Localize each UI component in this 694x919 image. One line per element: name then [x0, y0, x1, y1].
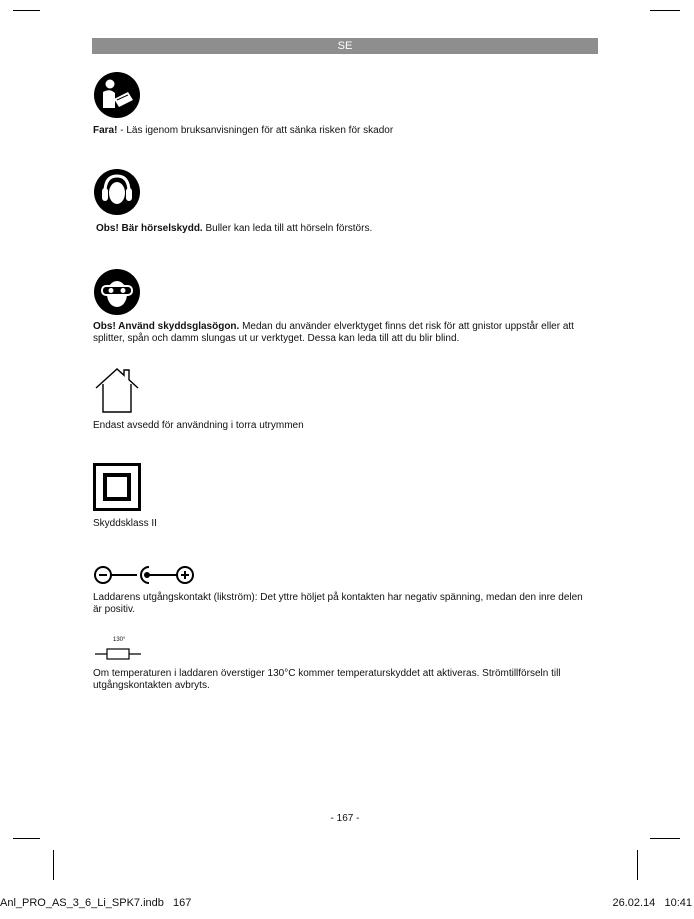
crop-mark: [13, 838, 40, 839]
indoor-use-icon: [93, 366, 141, 414]
fuse-temperature-label: 130°: [113, 637, 126, 643]
crop-mark: [13, 10, 40, 11]
section-text: Obs! Bär hörselskydd. Buller kan leda till att hörseln förstörs.: [96, 223, 373, 234]
section-text: Laddarens utgångskontakt (likström): Det yttre höljet på kontakten har negativ spänning, medan den inre delen är positiv.: [93, 592, 583, 615]
section-text: Om temperaturen i laddaren överstiger 130°C kommer temperaturskyddet att aktiveras. Strömtillförseln till utgångskontakten avbryts.: [93, 668, 561, 691]
print-file-name: Anl_PRO_AS_3_6_Li_SPK7.indb 167: [0, 897, 192, 909]
language-header-bar: SE: [92, 38, 598, 54]
page-number: - 167 -: [330, 813, 360, 824]
thermal-fuse-icon: [93, 637, 143, 663]
crop-mark: [637, 850, 638, 880]
safety-goggles-icon: [93, 268, 141, 316]
section-text: Obs! Använd skyddsglasögon. Medan du använder elverktyget finns det risk för att gnistor uppstår eller att splitter, spån och damm slungas ut ur verktyget. Dessa kan leda till att du blir blind.: [93, 321, 574, 344]
polarity-icon: [93, 563, 197, 587]
print-date-time: 26.02.14 10:41: [612, 897, 692, 909]
protection-class-ii-icon: [93, 463, 141, 511]
section-text: Skyddsklass II: [93, 518, 157, 529]
section-text: Endast avsedd för användning i torra utrymmen: [93, 420, 304, 431]
read-manual-icon: [93, 71, 141, 119]
crop-mark: [650, 838, 680, 839]
section-text: Fara! - Läs igenom bruksanvisningen för att sänka risken för skador: [93, 125, 394, 136]
crop-mark: [53, 850, 54, 880]
crop-mark: [650, 10, 680, 11]
ear-protection-icon: [93, 168, 141, 216]
